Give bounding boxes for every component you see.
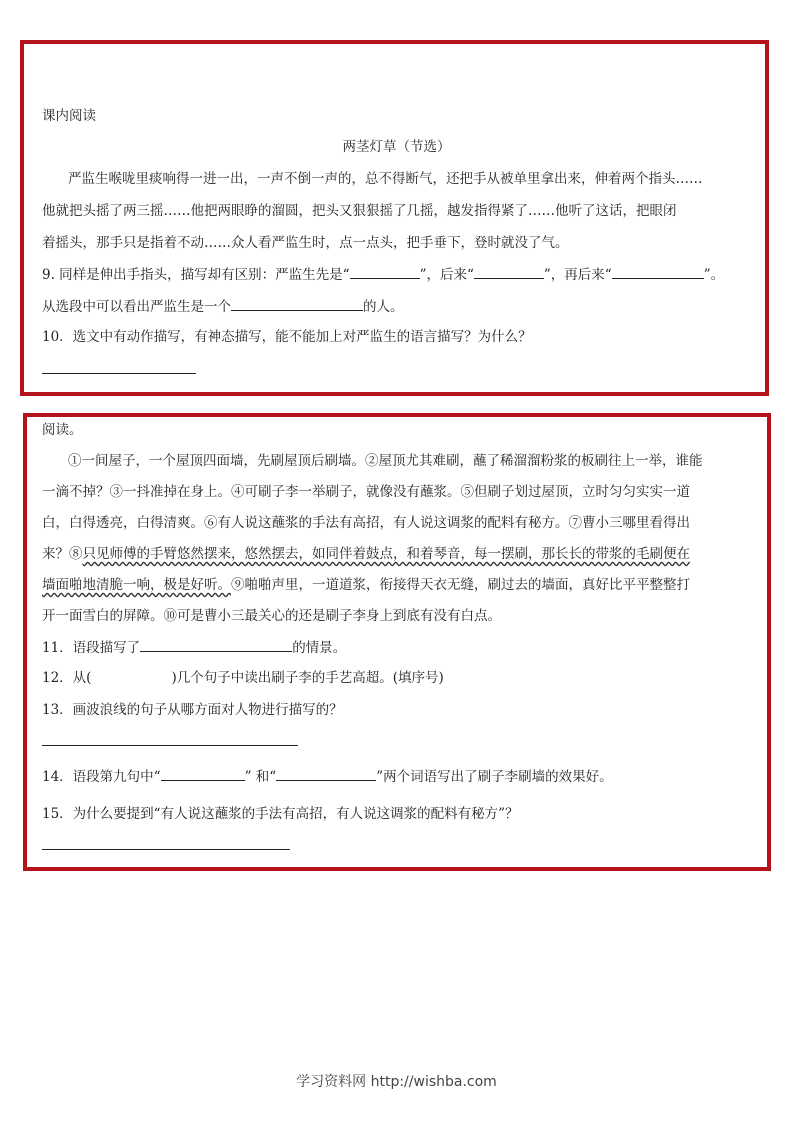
question-12: 12．从( )几个句子中读出刷子李的手艺高超。(填序号)	[42, 670, 444, 686]
answer-line[interactable]	[42, 849, 290, 850]
passage-line: 白，白得透亮，白得清爽。⑥有人说这蘸浆的手法有高招，有人说这调浆的配料有秘方。⑦曹小三哪里看得出	[42, 515, 690, 531]
question-15: 15．为什么要提到“有人说这蘸浆的手法有高招，有人说这调浆的配料有秘方”？	[42, 806, 519, 822]
passage-line: 开一面雪白的屏障。⑩可是曹小三最关心的还是刷子李身上到底有没有白点。	[42, 608, 501, 624]
passage-line: 着摇头，那手只是指着不动……众人看严监生时，点一点头，把手垂下，登时就没了气。	[42, 235, 569, 251]
wavy-underlined-text: 墙面啪地清脆一响，极是好听。	[42, 577, 231, 593]
passage-line: ①一间屋子，一个屋顶四面墙，先刷屋顶后刷墙。②屋顶尤其难刷，蘸了稀溜溜粉浆的板刷往上一举，谁能	[68, 453, 703, 469]
passage-title: 两茎灯草（节选）	[342, 139, 451, 155]
question-9: 9. 同样是伸出手指头，描写却有区别：严监生先是“ ”，后来“ ”，再后来“ ”。	[42, 264, 724, 285]
answer-blank[interactable]	[276, 766, 376, 781]
question-14: 14．语段第九句中“ ” 和“ ”两个词语写出了刷子李刷墙的效果好。	[42, 766, 613, 787]
question-9-line2: 从选段中可以看出严监生是一个 的人。	[42, 296, 404, 317]
answer-blank[interactable]	[612, 264, 704, 279]
question-11: 11．语段描写了 的情景。	[42, 637, 346, 658]
answer-blank[interactable]	[161, 766, 245, 781]
passage-line: 严监生喉咙里痰响得一进一出，一声不倒一声的，总不得断气，还把手从被单里拿出来，伸着两个指头……	[68, 171, 703, 187]
passage-line: 他就把头摇了两三摇……他把两眼睁的溜圆，把头又狠狠摇了几摇，越发指得紧了……他听了这话，把眼闭	[42, 203, 677, 219]
answer-line[interactable]	[42, 745, 298, 746]
answer-blank[interactable]	[474, 264, 544, 279]
footer-watermark: 学习资料网 http://wishba.com	[296, 1074, 497, 1090]
answer-blank[interactable]	[350, 264, 420, 279]
passage-line: 来？⑧只见师傅的手臂悠然摆来，悠然摆去，如同伴着鼓点，和着琴音，每一摆刷，那长长的带浆的毛刷便在	[42, 546, 690, 562]
answer-blank[interactable]	[231, 296, 363, 311]
passage-line: 一滴不掉？③一抖准掉在身上。④可刷子李一举刷子，就像没有蘸浆。⑤但刷子划过屋顶，立时匀匀实实一道	[42, 484, 690, 500]
wavy-underlined-text: 只见师傅的手臂悠然摆来，悠然摆去，如同伴着鼓点，和着琴音，每一摆刷，那长长的带浆的毛刷便在	[82, 546, 690, 562]
passage-line: 墙面啪地清脆一响，极是好听。⑨啪啪声里，一道道浆，衔接得天衣无缝，刷过去的墙面，真好比平平整整打	[42, 577, 690, 593]
section1-heading: 课内阅读	[42, 108, 96, 124]
answer-blank[interactable]	[140, 637, 292, 652]
question-13: 13．画波浪线的句子从哪方面对人物进行描写的？	[42, 702, 343, 718]
answer-line[interactable]	[42, 373, 196, 374]
question-10: 10．选文中有动作描写，有神态描写，能不能加上对严监生的语言描写？为什么？	[42, 329, 532, 345]
section2-heading: 阅读。	[42, 422, 83, 438]
